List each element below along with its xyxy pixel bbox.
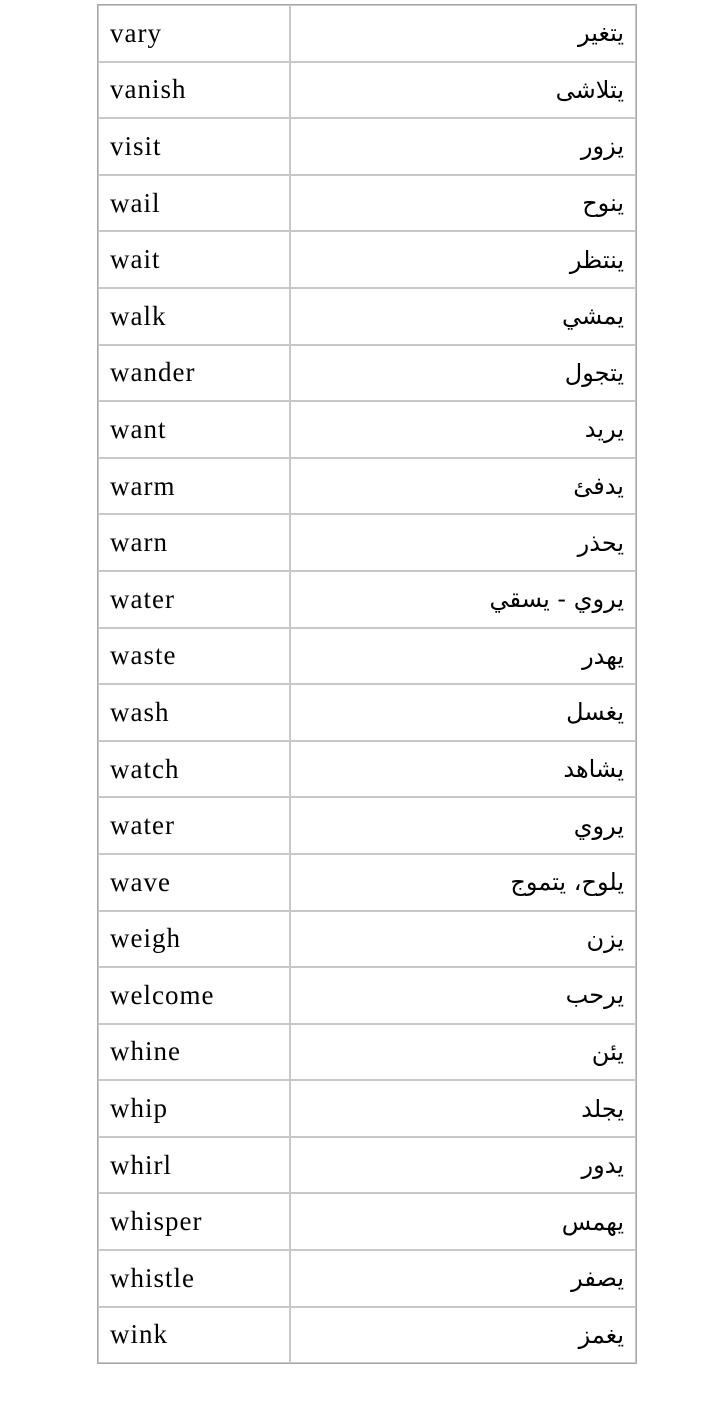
vocabulary-table [97,4,637,1364]
english-word-cell: water [98,797,290,854]
arabic-translation-cell: يئن [290,1024,636,1081]
table-row [98,118,636,175]
table-row [98,345,636,402]
arabic-translation-cell: يتلاشى [290,62,636,119]
table-row [98,1137,636,1194]
english-word-cell: wander [98,345,290,402]
table-row [98,288,636,345]
english-word-cell: whistle [98,1250,290,1307]
table-row [98,5,636,62]
table-row [98,1250,636,1307]
arabic-translation-cell: يدور [290,1137,636,1194]
arabic-translation-cell: يمشي [290,288,636,345]
table-row [98,1193,636,1250]
table-row [98,401,636,458]
english-word-cell: warn [98,514,290,571]
english-word-cell: wail [98,175,290,232]
arabic-translation-cell: يتجول [290,345,636,402]
table-row [98,1307,636,1364]
english-word-cell: whine [98,1024,290,1081]
table-row [98,684,636,741]
english-word-cell: wash [98,684,290,741]
english-word-cell: vary [98,5,290,62]
arabic-translation-cell: يزور [290,118,636,175]
arabic-translation-cell: يشاهد [290,741,636,798]
table-row [98,797,636,854]
table-row [98,741,636,798]
arabic-translation-cell: يجلد [290,1080,636,1137]
table-row [98,628,636,685]
arabic-translation-cell: يحذر [290,514,636,571]
table-row [98,911,636,968]
english-word-cell: walk [98,288,290,345]
arabic-translation-cell: يهدر [290,628,636,685]
english-word-cell: whisper [98,1193,290,1250]
table-row [98,458,636,515]
arabic-translation-cell: يلوح، يتموج [290,854,636,911]
arabic-translation-cell: ينتظر [290,231,636,288]
arabic-translation-cell: يروي - يسقي [290,571,636,628]
english-word-cell: wave [98,854,290,911]
english-word-cell: water [98,571,290,628]
arabic-translation-cell: يصفر [290,1250,636,1307]
english-word-cell: want [98,401,290,458]
english-word-cell: watch [98,741,290,798]
table-row [98,514,636,571]
english-word-cell: waste [98,628,290,685]
english-word-cell: visit [98,118,290,175]
arabic-translation-cell: يرحب [290,967,636,1024]
english-word-cell: whirl [98,1137,290,1194]
table-row [98,854,636,911]
table-row [98,967,636,1024]
arabic-translation-cell: يدفئ [290,458,636,515]
english-word-cell: vanish [98,62,290,119]
table-row [98,175,636,232]
table-row [98,571,636,628]
arabic-translation-cell: يهمس [290,1193,636,1250]
english-word-cell: wait [98,231,290,288]
english-word-cell: welcome [98,967,290,1024]
table-row [98,231,636,288]
table-row [98,1080,636,1137]
arabic-translation-cell: ينوح [290,175,636,232]
arabic-translation-cell: يتغير [290,5,636,62]
arabic-translation-cell: يغسل [290,684,636,741]
english-word-cell: whip [98,1080,290,1137]
arabic-translation-cell: يغمز [290,1307,636,1364]
vocabulary-table-body [98,5,636,1363]
english-word-cell: wink [98,1307,290,1364]
table-row [98,1024,636,1081]
arabic-translation-cell: يريد [290,401,636,458]
arabic-translation-cell: يروي [290,797,636,854]
arabic-translation-cell: يزن [290,911,636,968]
english-word-cell: warm [98,458,290,515]
english-word-cell: weigh [98,911,290,968]
table-row [98,62,636,119]
